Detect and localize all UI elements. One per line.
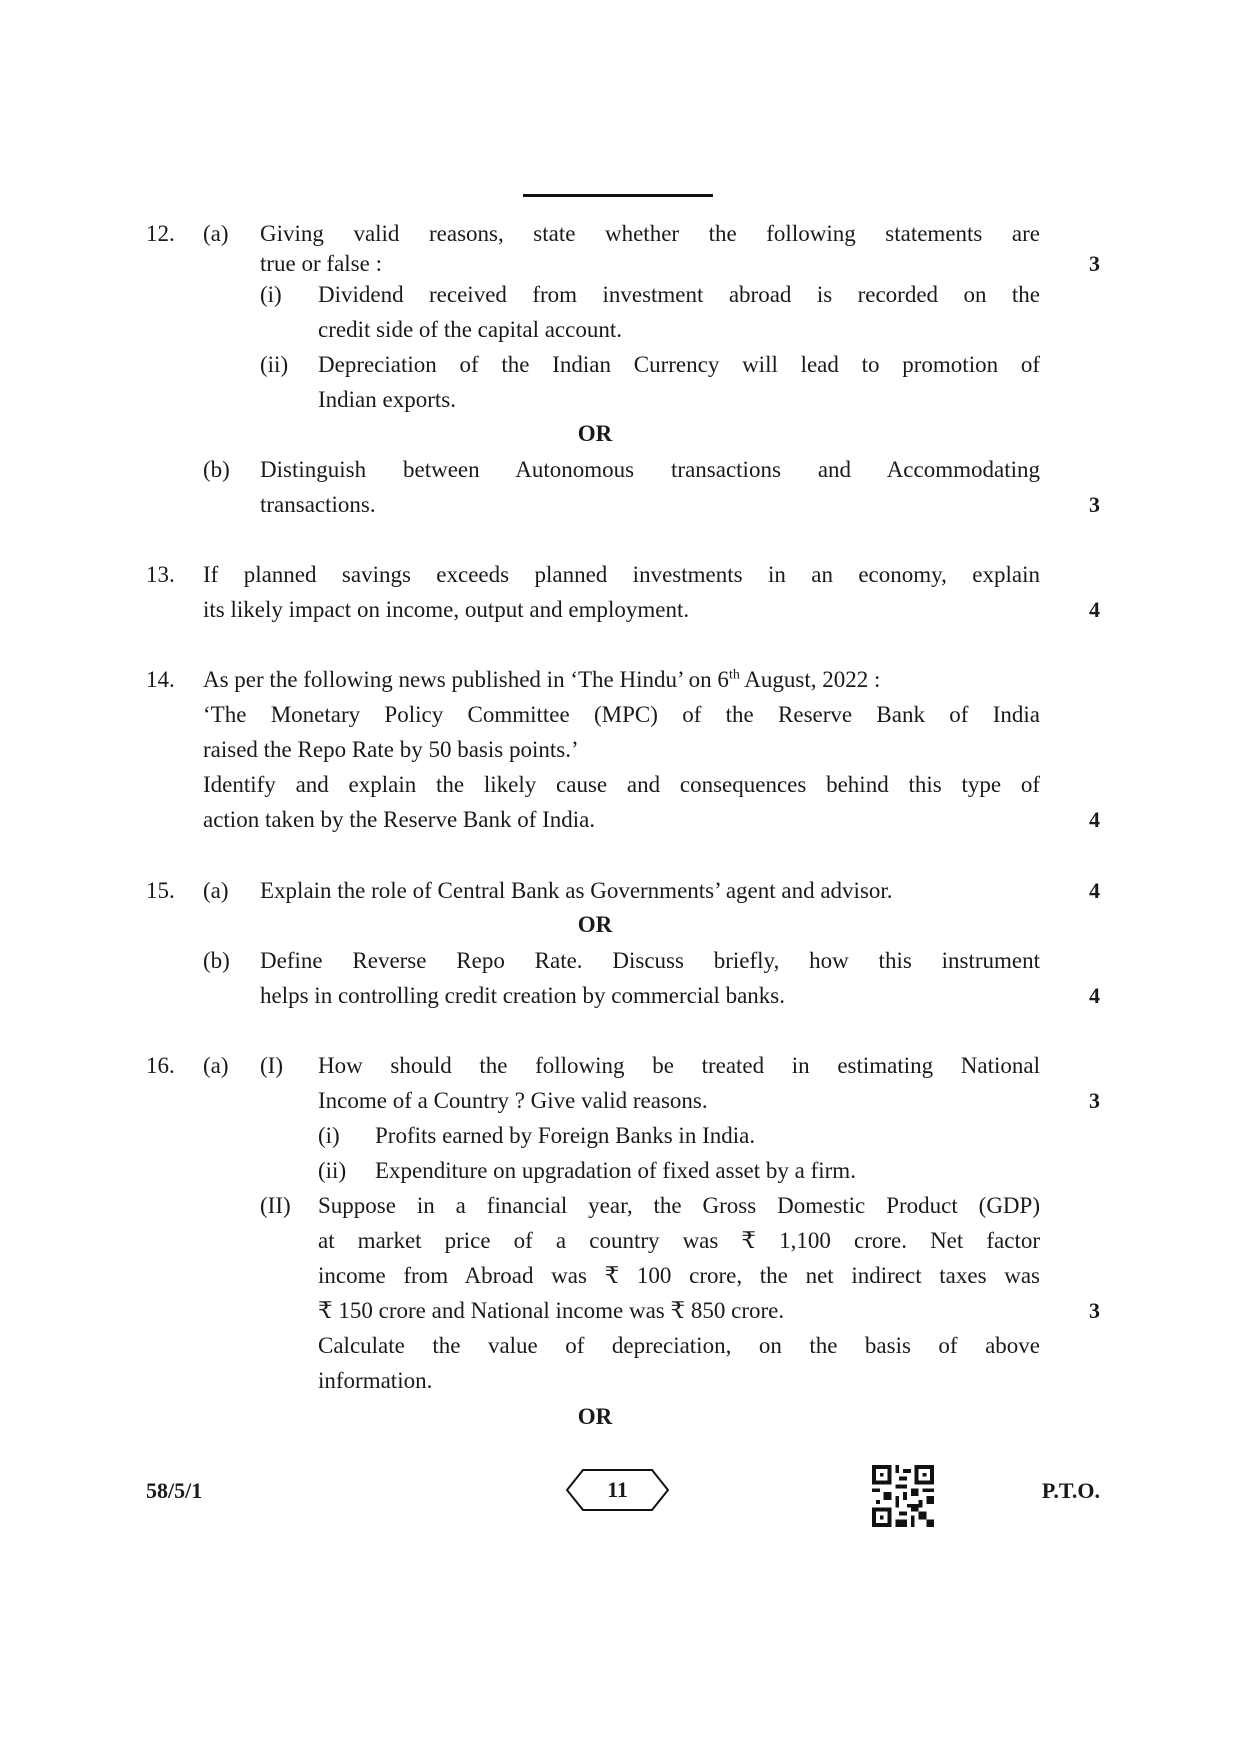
marks: 4 <box>1089 807 1100 832</box>
question-text: income from Abroad was ₹ 100 crore, the net indirect taxes was <box>318 1263 1040 1288</box>
part-label: (a) <box>203 221 229 246</box>
part-label: (b) <box>203 948 230 973</box>
sub-label: (ii) <box>260 352 289 377</box>
question-text: Identify and explain the likely cause and consequences behind this type of <box>203 772 1040 797</box>
marks: 4 <box>1089 983 1100 1008</box>
sub-label: (II) <box>260 1193 291 1218</box>
marks: 3 <box>1089 251 1100 276</box>
text-segment: As per the following news published in ‘The Hindu’ on 6 <box>203 667 729 692</box>
question-number: 13. <box>146 562 175 587</box>
question-text: How should the following be treated in estimating National <box>318 1053 1040 1078</box>
question-text: Suppose in a financial year, the Gross Domestic Product (GDP) <box>318 1193 1040 1218</box>
question-text: helps in controlling credit creation by commercial banks. <box>260 983 786 1008</box>
question-text: If planned savings exceeds planned investments in an economy, explain <box>203 562 1040 587</box>
marks: 3 <box>1089 1298 1100 1323</box>
question-text: Giving valid reasons, state whether the following statements are <box>260 221 1040 246</box>
marks: 3 <box>1089 1088 1100 1113</box>
question-text: Calculate the value of depreciation, on the basis of above <box>318 1333 1040 1358</box>
question-text: Distinguish between Autonomous transactions and Accommodating <box>260 457 1040 482</box>
top-divider <box>523 194 713 197</box>
part-label: (a) <box>203 1053 229 1078</box>
text-segment: August, 2022 : <box>739 667 881 692</box>
qr-code-graphic <box>871 1465 935 1527</box>
marks: 4 <box>1089 878 1100 903</box>
item-label: (i) <box>318 1123 340 1148</box>
question-text: ₹ 150 crore and National income was ₹ 850 crore. <box>318 1298 785 1323</box>
statement-text: Dividend received from investment abroad is recorded on the <box>318 282 1040 307</box>
pto-label: P.T.O. <box>1041 1478 1100 1503</box>
question-text: Explain the role of Central Bank as Governments’ agent and advisor. <box>260 878 893 903</box>
marks: 3 <box>1089 492 1100 517</box>
page-number-badge <box>565 1468 670 1512</box>
question-number: 12. <box>146 221 175 246</box>
part-label: (b) <box>203 457 230 482</box>
item-label: (ii) <box>318 1158 347 1183</box>
question-number: 16. <box>146 1053 175 1078</box>
sub-label: (I) <box>260 1053 283 1078</box>
item-text: Expenditure on upgradation of fixed asset by a firm. <box>375 1158 856 1183</box>
news-quote: raised the Repo Rate by 50 basis points.’ <box>203 737 579 762</box>
part-label: (a) <box>203 878 229 903</box>
question-text: true or false : <box>260 251 382 276</box>
item-text: Profits earned by Foreign Banks in India. <box>375 1123 756 1148</box>
qr-code-icon <box>871 1465 935 1527</box>
marks: 4 <box>1089 597 1100 622</box>
paper-code: 58/5/1 <box>146 1478 203 1503</box>
question-text: its likely impact on income, output and employment. <box>203 597 690 622</box>
superscript: th <box>728 667 740 683</box>
or-separator: OR <box>577 421 613 446</box>
statement-text: Indian exports. <box>318 387 456 412</box>
question-text: at market price of a country was ₹ 1,100 crore. Net factor <box>318 1228 1040 1253</box>
or-separator: OR <box>577 912 613 937</box>
page-number: 11 <box>607 1477 628 1502</box>
question-text: Income of a Country ? Give valid reasons. <box>318 1088 708 1113</box>
question-text: information. <box>318 1368 433 1393</box>
question-text <box>203 662 880 697</box>
question-text: transactions. <box>260 492 376 517</box>
question-number: 15. <box>146 878 175 903</box>
statement-text: credit side of the capital account. <box>318 317 622 342</box>
statement-text: Depreciation of the Indian Currency will lead to promotion of <box>318 352 1040 377</box>
or-separator: OR <box>577 1404 613 1429</box>
news-quote: ‘The Monetary Policy Committee (MPC) of the Reserve Bank of India <box>203 702 1040 727</box>
question-number: 14. <box>146 667 175 692</box>
question-text: Define Reverse Repo Rate. Discuss briefly, how this instrument <box>260 948 1040 973</box>
sub-label: (i) <box>260 282 282 307</box>
question-text: action taken by the Reserve Bank of India. <box>203 807 596 832</box>
